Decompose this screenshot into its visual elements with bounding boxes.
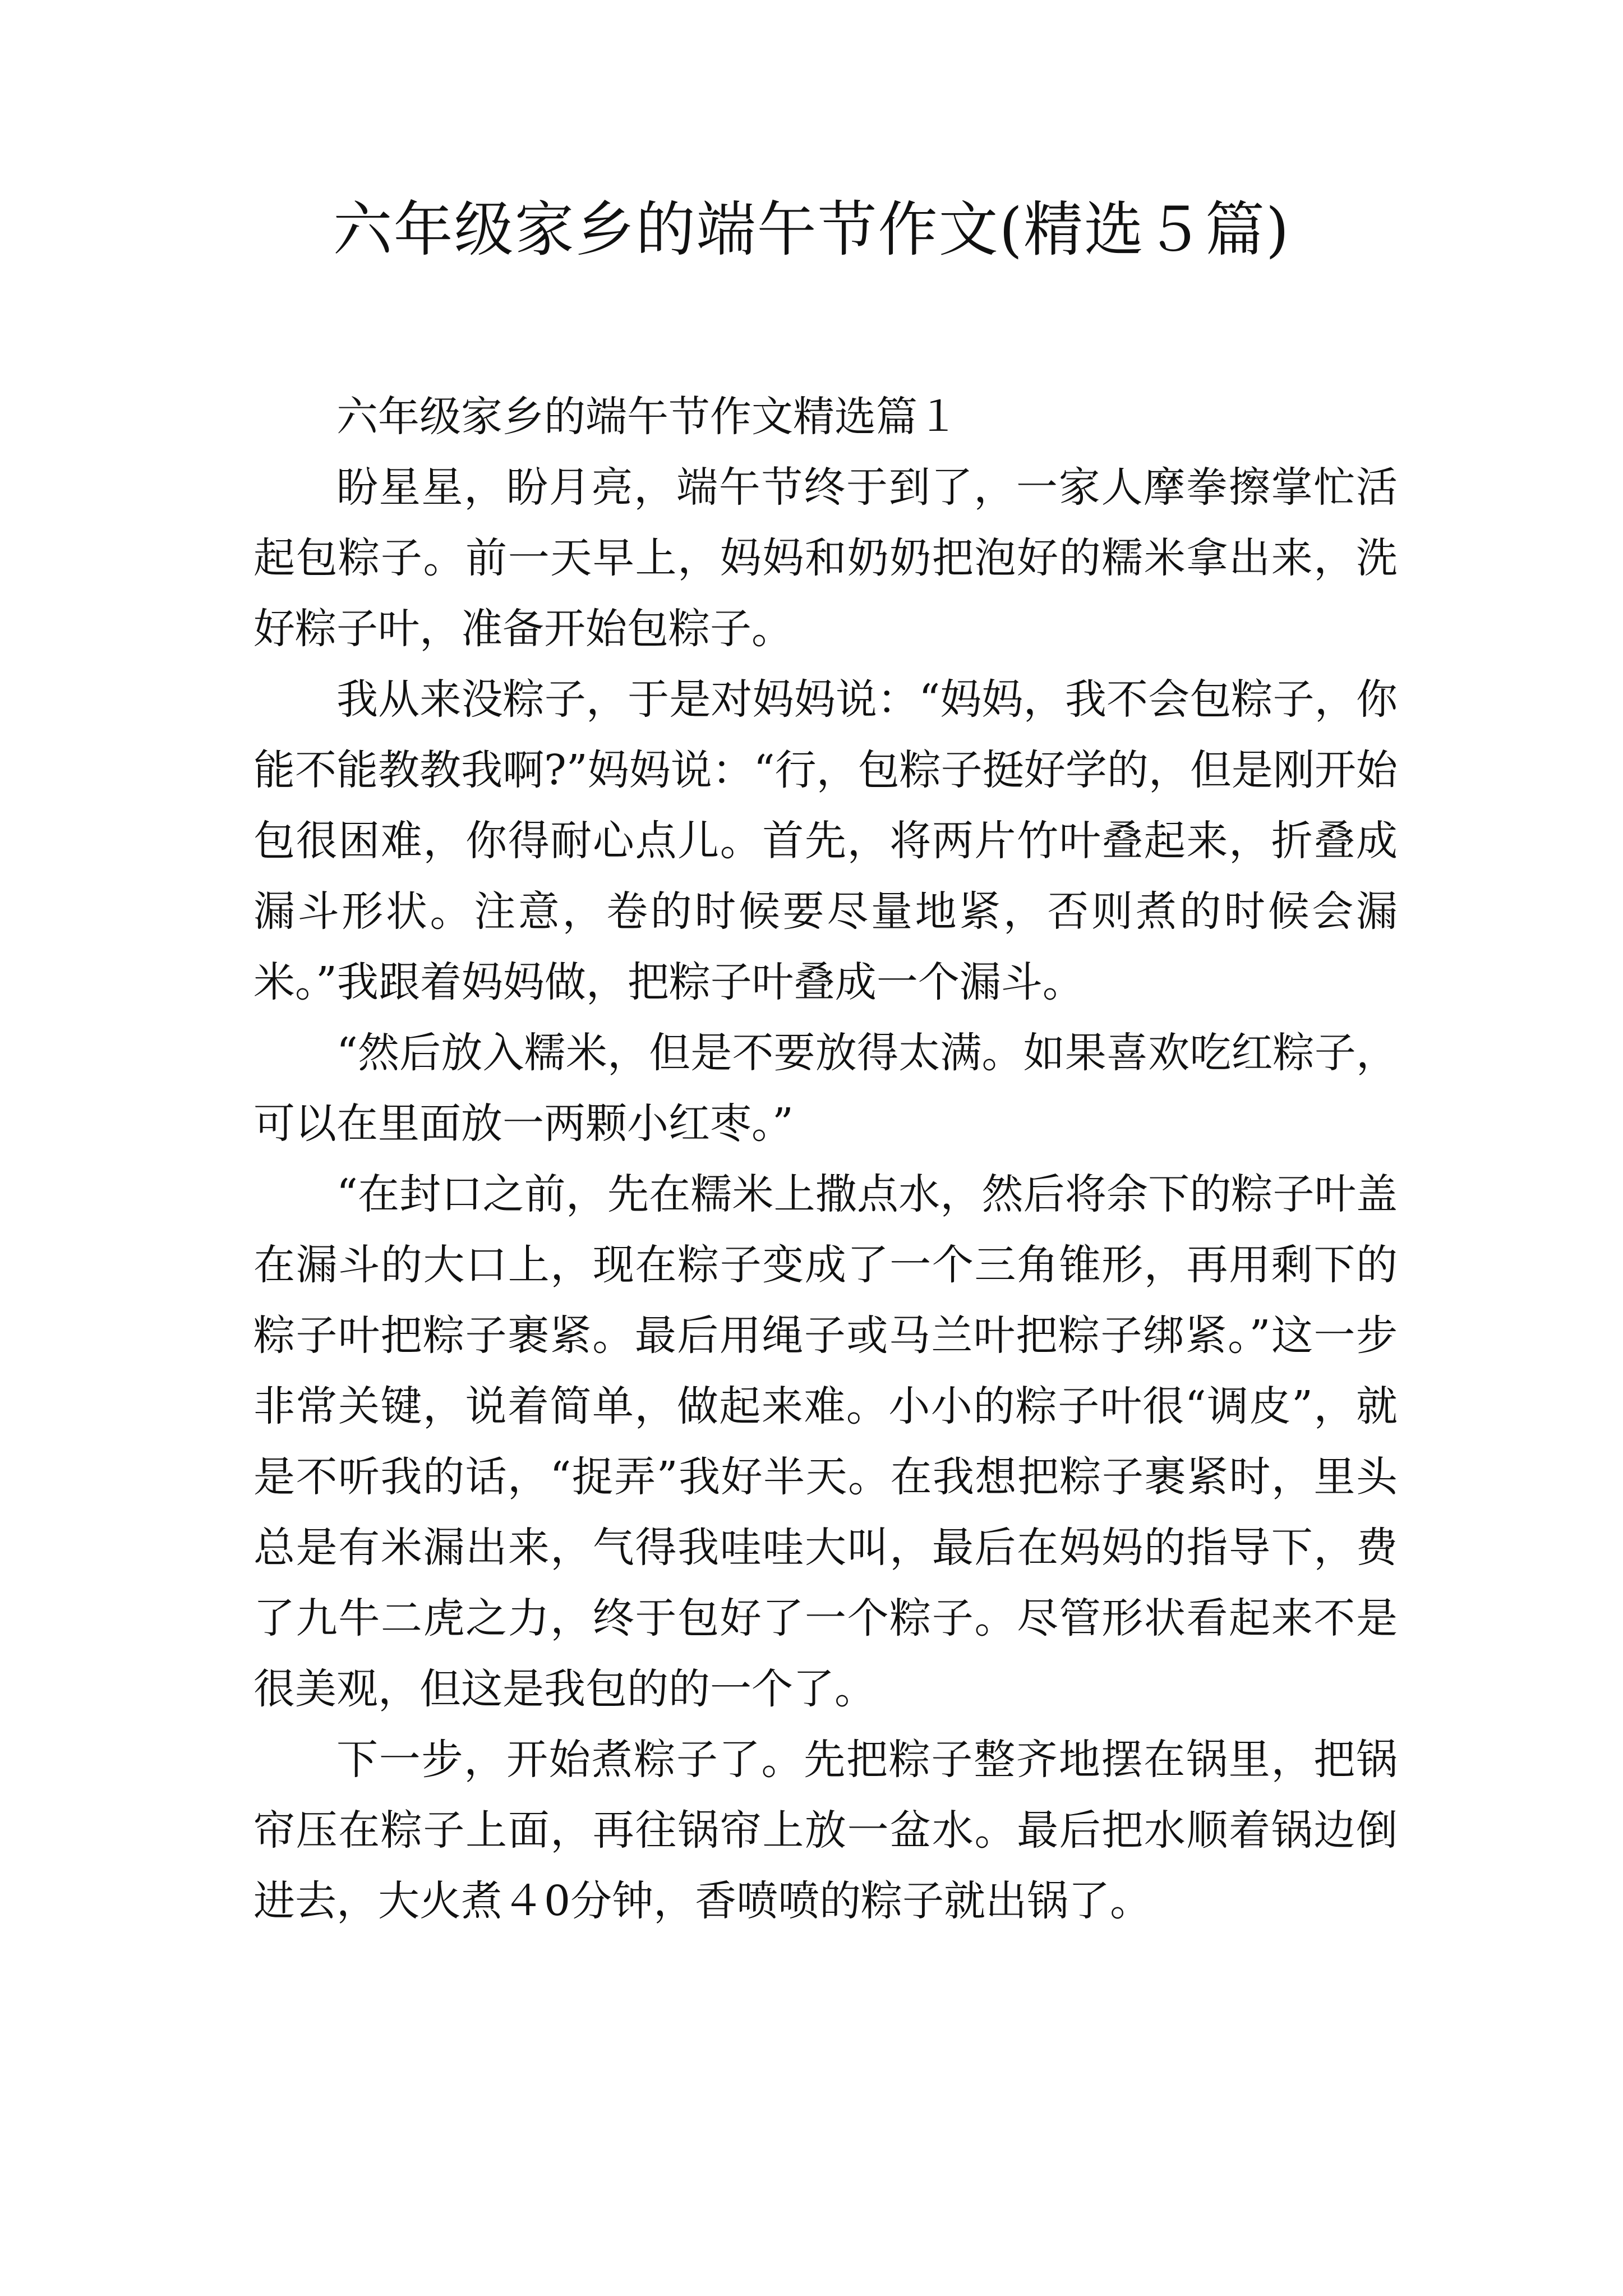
document-title: 六年级家乡的端午节作文(精选５篇)	[333, 195, 1290, 264]
paragraph: 下一步，开始煮粽子了。先把粽子整齐地摆在锅里，把锅帘压在粽子上面，再往锅帘上放一盆水。最后把水顺着锅边倒进去，大火煮４0分钟，香喷喷的粽子就出锅了。	[253, 1736, 1398, 1925]
paragraph: “然后放入糯米，但是不要放得太满。如果喜欢吃红粽子，可以在里面放一两颗小红枣。”	[253, 1029, 1398, 1148]
paragraph: 我从来没粽子，于是对妈妈说：“妈妈，我不会包粽子，你能不能教教我啊?”妈妈说：“行，包粽子挺好学的，但是刚开始包很困难，你得耐心点儿。首先，将两片竹叶叠起来，折叠成漏斗形状。注意，卷的时候要尽量地紧，否则煮的时候会漏米。”我跟着妈妈做，把粽子叶叠成一个漏斗。	[253, 675, 1398, 1006]
paragraph: “在封口之前，先在糯米上撒点水，然后将余下的粽子叶盖在漏斗的大口上，现在粽子变成了一个三角锥形，再用剩下的粽子叶把粽子裹紧。最后用绳子或马兰叶把粽子绑紧。”这一步非常关键，说着简单，做起来难。小小的粽子叶很“调皮”，就是不听我的话，“捉弄”我好半天。在我想把粽子裹紧时，里头总是有米漏出来，气得我哇哇大叫，最后在妈妈的指导下，费了九牛二虎之力，终于包好了一个粽子。尽管形状看起来不是很美观，但这是我包的的一个了。	[253, 1170, 1398, 1713]
paragraph: 盼星星，盼月亮，端午节终于到了，一家人摩拳擦掌忙活起包粽子。前一天早上，妈妈和奶奶把泡好的糯米拿出来，洗好粽子叶，准备开始包粽子。	[253, 463, 1398, 653]
section-heading: 六年级家乡的端午节作文精选篇１	[336, 393, 959, 441]
document-body	[253, 381, 1398, 1936]
